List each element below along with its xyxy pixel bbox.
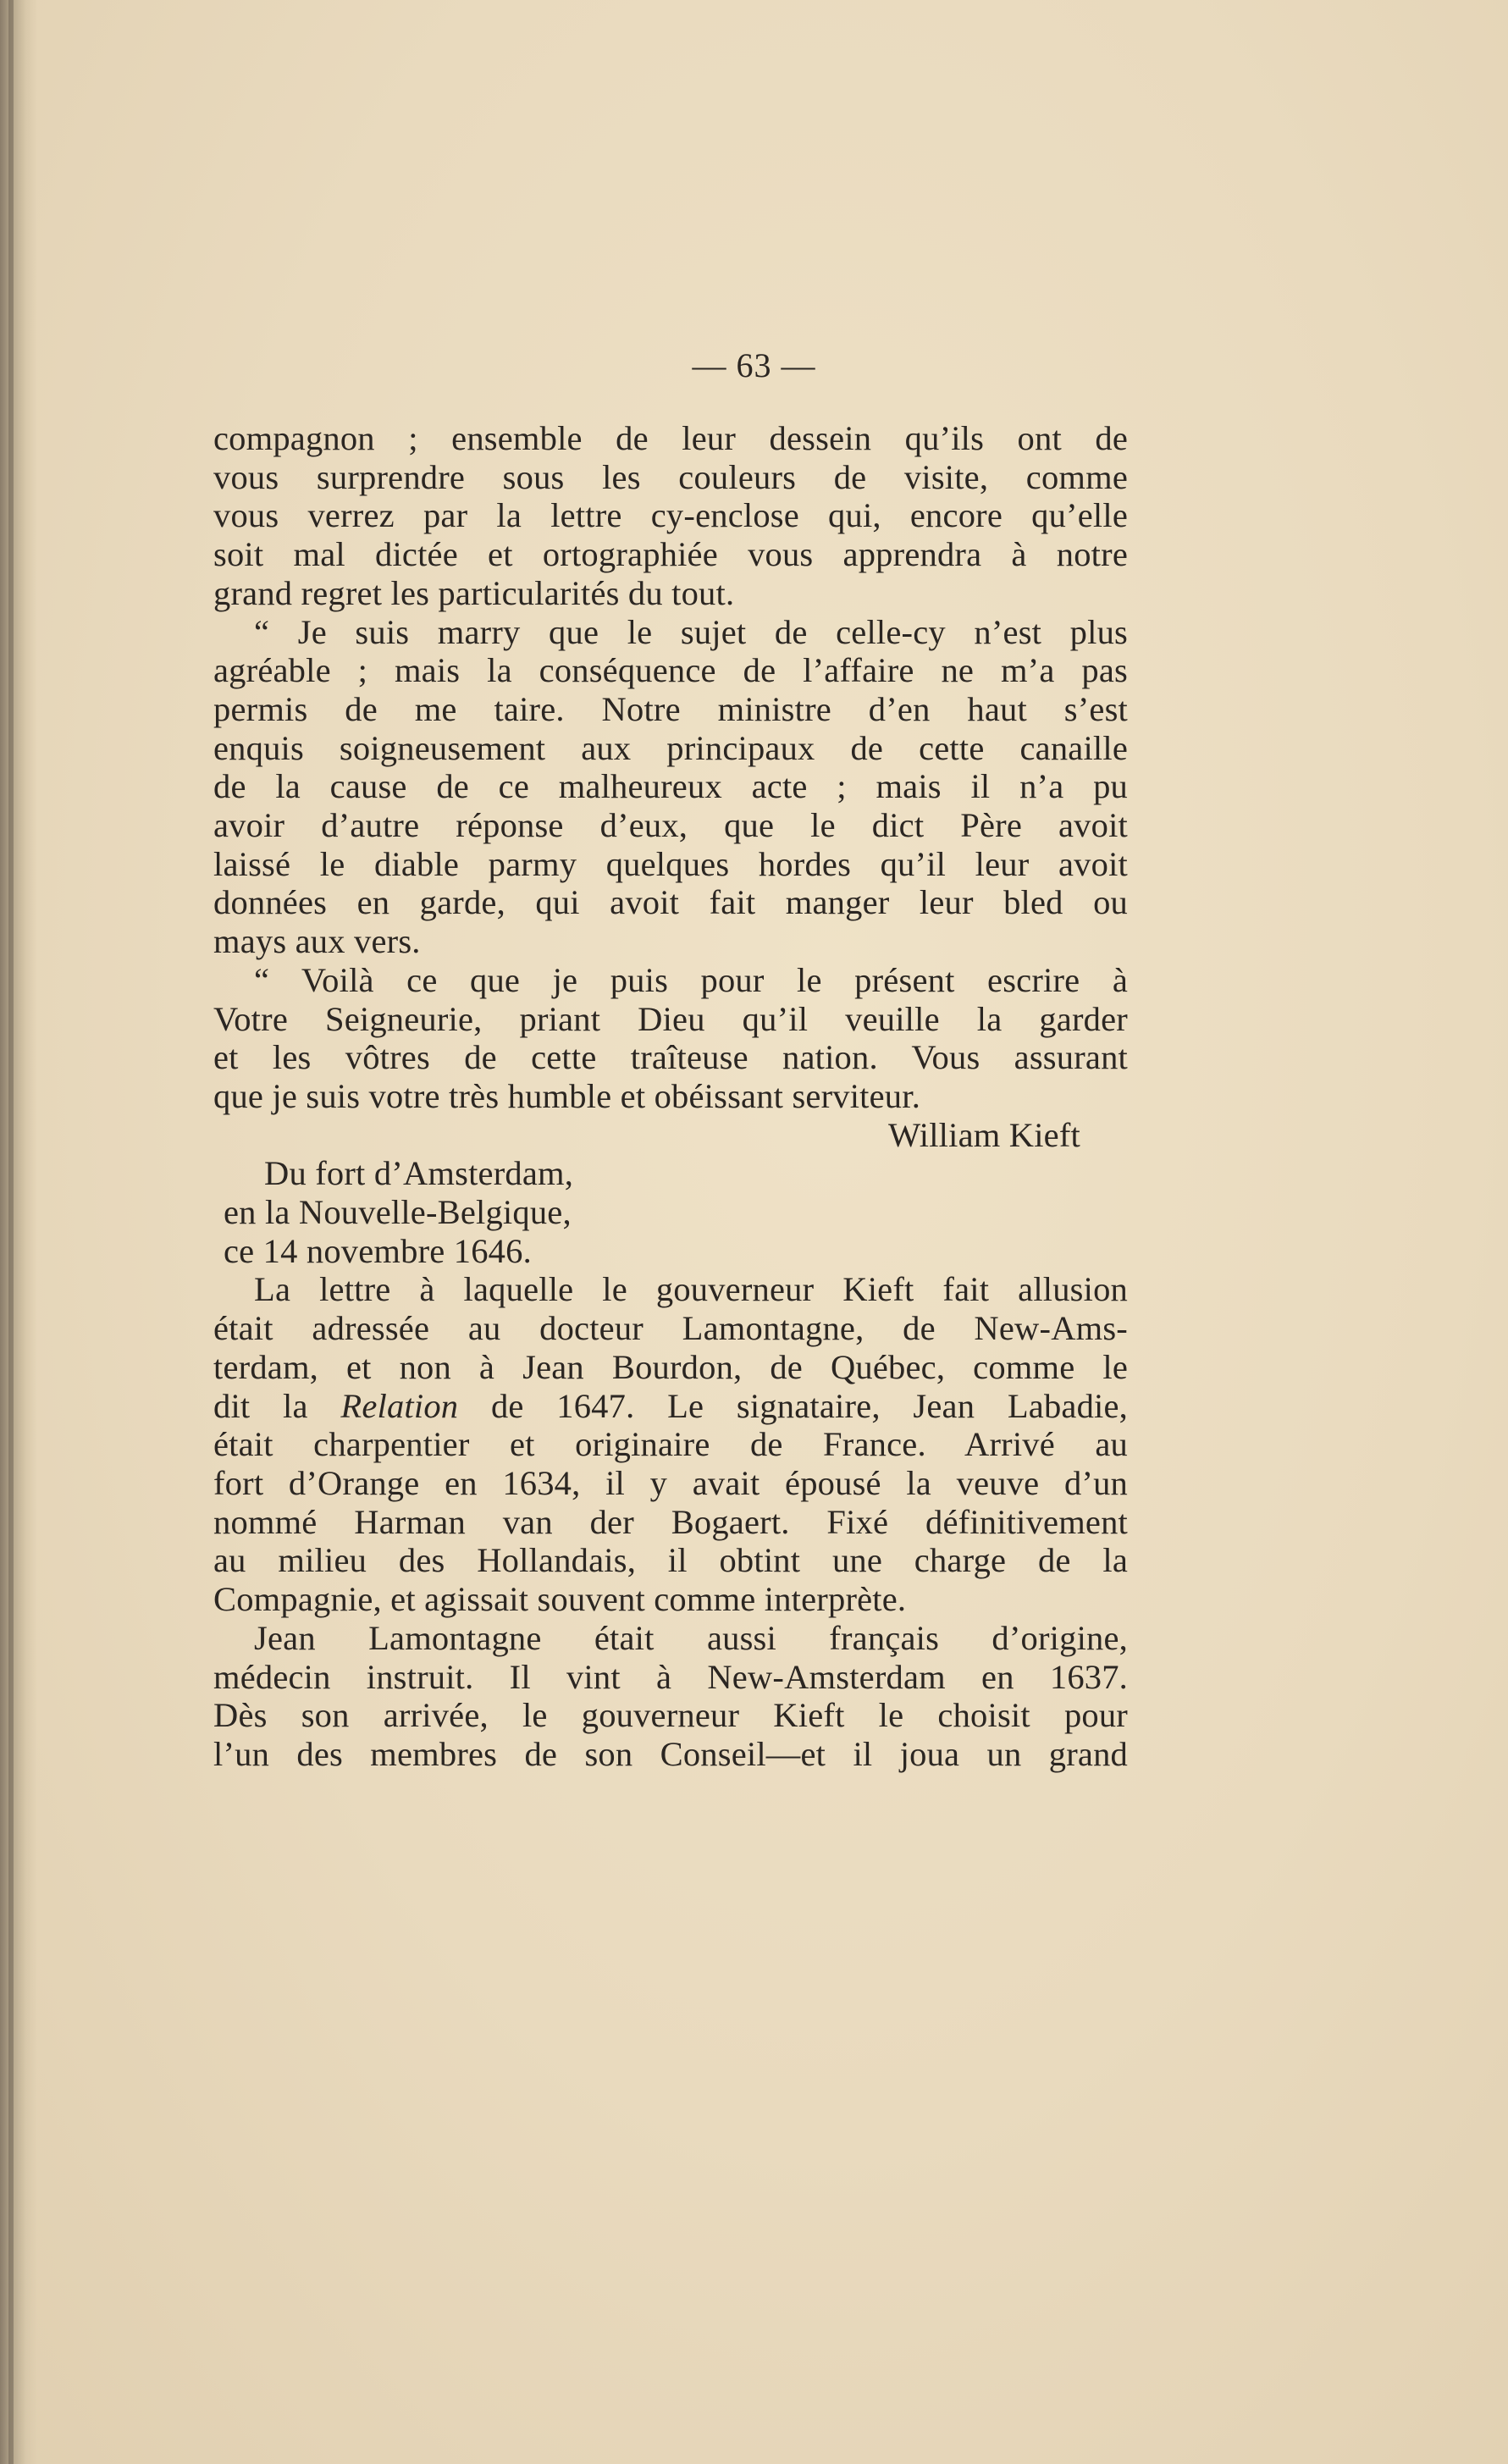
text-line: agréable ; mais la conséquence de l’affaire ne m’a pas [213,651,1128,690]
text-line: enquis soigneusement aux principaux de cette canaille [213,728,1128,767]
text-line-with-italic [213,1387,1128,1426]
text-line: données en garde, qui avoit fait manger leur bled ou [213,883,1128,922]
paragraph-5 [213,1619,1128,1774]
text-line: laissé le diable parmy quelques hordes qu’il leur avoit [213,844,1128,883]
text-line: grand regret les particularités du tout. [213,573,735,612]
text-line: l’un des membres de son Conseil—et il joua un grand [213,1734,1128,1773]
paragraph-2 [213,613,1128,961]
text-line: terdam, et non à Jean Bourdon, de Québec, comme le [213,1347,1128,1386]
text-line: Jean Lamontagne était aussi français d’origine, [254,1618,1128,1657]
text-line: était charpentier et originaire de France. Arrivé au [213,1425,1128,1464]
text-line: avoir d’autre réponse d’eux, que le dict Père avoit [213,806,1128,845]
letter-signature: William Kieft [887,1115,1080,1154]
italic-title-relation: Relation [340,1386,459,1425]
text-line: Compagnie, et agissait souvent comme interprète. [213,1580,907,1619]
paragraph-3 [213,961,1128,1116]
text-line: Votre Seigneurie, priant Dieu qu’il veuille la garder [213,999,1128,1038]
text-line: était adressée au docteur Lamontagne, de New-Ams- [213,1309,1128,1348]
paragraph-4 [213,1270,1128,1618]
text-line: fort d’Orange en 1634, il y avait épousé la veuve d’un [213,1463,1128,1502]
text-line: La lettre à laquelle le gouverneur Kieft fait allusion [254,1270,1128,1309]
body-text [213,339,1128,1774]
text-line: compagnon ; ensemble de leur dessein qu’ils ont de [213,419,1128,457]
dateline-line: en la Nouvelle-Belgique, [224,1193,572,1232]
page-number: — 63 — [692,346,816,384]
text-fragment: de 1647. Le signataire, Jean Labadie, [458,1386,1128,1425]
text-line: de la cause de ce malheureux acte ; mais il n’a pu [213,767,1128,806]
text-line: médecin instruit. Il vint à New-Amsterdam en 1637. [213,1657,1128,1696]
text-line: “ Voilà ce que je puis pour le présent escrire à [254,960,1128,999]
dateline-line: ce 14 novembre 1646. [224,1231,532,1270]
letter-dateline [213,1154,1128,1270]
text-line: que je suis votre très humble et obéissant serviteur. [213,1076,921,1115]
text-line: vous surprendre sous les couleurs de visite, comme [213,457,1128,496]
text-line: vous verrez par la lettre cy-enclose qui, encore qu’elle [213,496,1128,535]
text-line: au milieu des Hollandais, il obtint une charge de la [213,1541,1128,1580]
text-line: permis de me taire. Notre ministre d’en haut s’est [213,689,1128,728]
text-line: Dès son arrivée, le gouverneur Kieft le choisit pour [213,1696,1128,1735]
text-line: mays aux vers. [213,922,421,961]
dateline-line: Du fort d’Amsterdam, [264,1154,574,1193]
text-line: “ Je suis marry que le sujet de celle-cy n’est plus [254,612,1128,651]
text-fragment: dit la [213,1386,341,1425]
text-line: nommé Harman van der Bogaert. Fixé définitivement [213,1502,1128,1541]
paragraph-1 [213,419,1128,613]
text-line: soit mal dictée et ortographiée vous apprendra à notre [213,535,1128,574]
text-line: et les vôtres de cette traîteuse nation. Vous assurant [213,1038,1128,1077]
